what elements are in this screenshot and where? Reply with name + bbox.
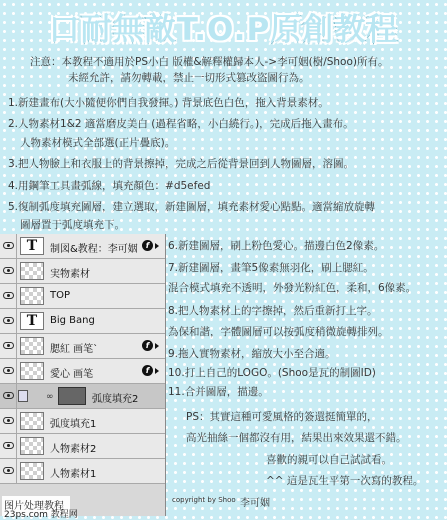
step-6: 6.新建圖層，刷上粉色愛心。描邊白色2像素。 xyxy=(168,240,385,252)
layer-row[interactable] xyxy=(0,309,165,334)
layer-row[interactable] xyxy=(0,259,165,284)
layer-name: 愛心 画笔 xyxy=(50,369,94,380)
layer-name: TOP xyxy=(50,290,71,301)
notice-line-1: 注意：本教程不適用於PS小白 版權&解釋權歸本人->李可姻(樹/Shoo)所有。 xyxy=(30,56,389,68)
layer-row[interactable] xyxy=(0,234,165,259)
step-7: 7.新建圖層，畫筆5像素無羽化，刷上腮紅。 xyxy=(168,262,374,274)
layer-thumbnail xyxy=(20,462,44,480)
eye-icon[interactable] xyxy=(3,242,14,249)
layer-name: 腮紅 画笔` xyxy=(50,344,99,355)
layer-row[interactable] xyxy=(0,334,165,359)
fx-icon[interactable]: f xyxy=(142,365,153,376)
step-7-note: 混合模式填充不透明，外發光粉紅色，柔和，6像素。 xyxy=(168,282,417,294)
eye-icon[interactable] xyxy=(3,367,14,374)
step-2: 2.人物素材1&2 適當磨皮美白 (過程省略，小白繞行。)，完成后拖入畫布。 xyxy=(8,118,354,130)
layers-panel xyxy=(0,234,166,516)
text-layer-icon: T xyxy=(20,237,44,255)
fx-icon[interactable]: f xyxy=(142,240,153,251)
ps-note-3: 喜歡的親可以自己試試看。 xyxy=(266,454,392,466)
layer-name: 弧度填充2 xyxy=(92,394,139,405)
step-8-note: 為保和諧，字體圖層可以按弧度稍微旋轉排列。 xyxy=(168,326,389,338)
eye-icon[interactable] xyxy=(3,442,14,449)
layer-row[interactable] xyxy=(0,359,165,384)
fx-icon[interactable]: f xyxy=(142,340,153,351)
watermark-line-2: 23ps.com 教程网 xyxy=(4,510,78,520)
copyright-text: copyright by Shoo xyxy=(172,496,236,504)
eye-icon[interactable] xyxy=(3,417,14,424)
layer-name: 人物素材1 xyxy=(50,469,97,480)
tutorial-title: 口耐無敵T.O.P原創教程 xyxy=(48,12,399,48)
ps-note-2: 高光抽絲一個都沒有用，結果出來效果還不錯。 xyxy=(186,432,407,444)
notice-line-2: 未經允許，請勿轉載，禁止一切形式篡改盜圖行為。 xyxy=(68,72,310,84)
expand-icon[interactable] xyxy=(155,243,159,249)
fill-layer-icon xyxy=(18,390,28,402)
eye-icon[interactable] xyxy=(3,467,14,474)
expand-icon[interactable] xyxy=(155,368,159,374)
layer-thumbnail xyxy=(20,262,44,280)
chain-link-icon[interactable]: ∞ xyxy=(46,392,54,402)
step-4: 4.用鋼筆工具畫弧線，填充顏色：#d5efed xyxy=(8,180,211,192)
step-3: 3.把人物臉上和衣服上的背景擦掉，完成之后從背景回到人物圖層，溶圖。 xyxy=(8,158,355,170)
eye-icon[interactable] xyxy=(3,342,14,349)
layer-thumbnail xyxy=(20,362,44,380)
eye-icon[interactable] xyxy=(3,392,14,399)
watermark-line-1: 图片处理教程 xyxy=(4,501,64,512)
step-5: 5.復制弧度填充圖層，建立選取，新建圖層，填充素材愛心點點。適當縮放旋轉 xyxy=(8,201,376,213)
step-1: 1.新建畫布(大小隨便你們自我發揮。) 背景底色白色，拖入背景素材。 xyxy=(8,97,329,109)
expand-icon[interactable] xyxy=(155,343,159,349)
layer-thumbnail xyxy=(20,437,44,455)
layer-row[interactable] xyxy=(0,459,165,484)
layer-name: 人物素材2 xyxy=(50,444,97,455)
ps-note-1: PS：其實這種可愛風格的簽還挺簡單的， xyxy=(186,411,378,423)
step-9: 9.拖入實物素材，縮放大小至合適。 xyxy=(168,348,336,360)
step-2-note: 人物素材模式全部選(正片疊底)。 xyxy=(20,137,176,149)
layer-row[interactable] xyxy=(0,409,165,434)
layer-row[interactable] xyxy=(0,384,165,409)
layer-row[interactable] xyxy=(0,284,165,309)
step-10: 10.打上自己的LOGO。(Shoo是瓦的制圖ID) xyxy=(168,367,376,379)
layer-name: 実物素材 xyxy=(50,269,90,280)
layer-name: 制図&教程：李可姻 xyxy=(50,244,138,255)
layer-thumbnail xyxy=(20,287,44,305)
eye-icon[interactable] xyxy=(3,317,14,324)
layer-thumbnail xyxy=(20,337,44,355)
step-11: 11.合并圖層，描邊。 xyxy=(168,386,269,398)
eye-icon[interactable] xyxy=(3,267,14,274)
layer-name: Big Bang xyxy=(50,315,95,326)
author-signature: 李可姻 xyxy=(240,498,270,509)
layer-row[interactable] xyxy=(0,434,165,459)
layer-thumbnail xyxy=(20,412,44,430)
ps-note-4: ^^ 這是瓦生平第一次寫的教程。 xyxy=(266,475,424,487)
text-layer-icon: T xyxy=(20,312,44,330)
eye-icon[interactable] xyxy=(3,292,14,299)
step-5-note: 圖層置于弧度填充下。 xyxy=(20,219,125,231)
step-8: 8.把人物素材上的字擦掉，然后重新打上字。 xyxy=(168,305,378,317)
layer-name: 弧度填充1 xyxy=(50,419,97,430)
layer-mask-thumbnail xyxy=(58,387,86,405)
